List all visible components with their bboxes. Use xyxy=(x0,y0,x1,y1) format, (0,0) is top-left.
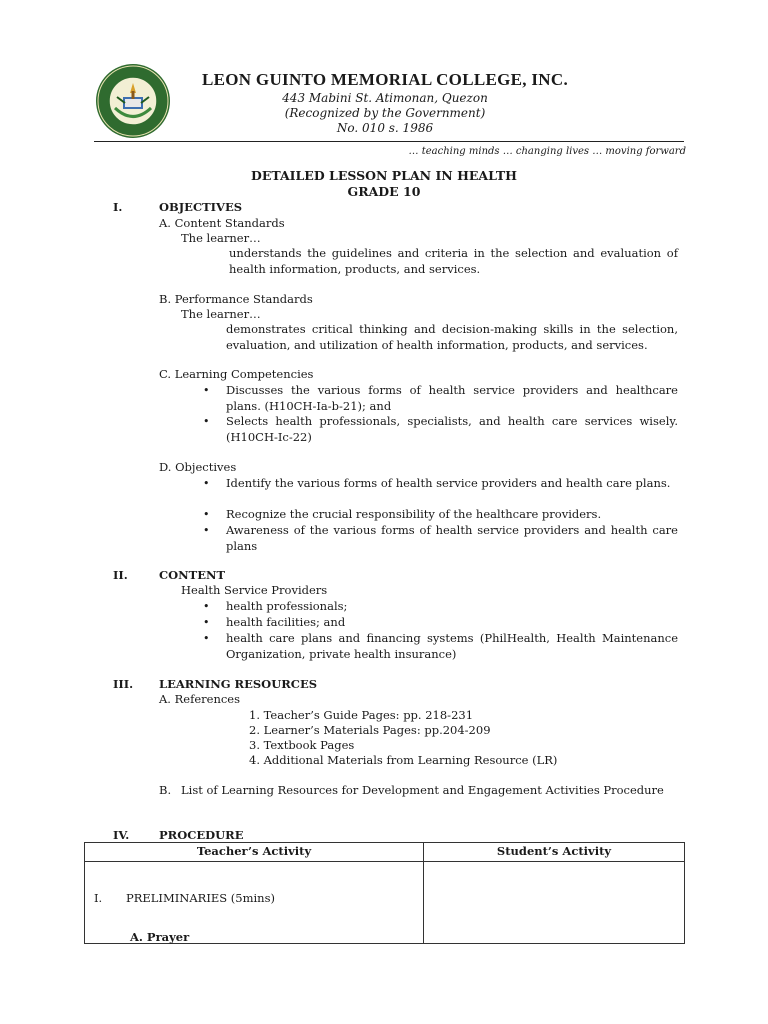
reference-item: 2. Learner’s Materials Pages: pp.204-209 xyxy=(249,723,491,737)
prayer-label: A. Prayer xyxy=(130,930,190,944)
student-activity-header: Student’s Activity xyxy=(424,843,685,862)
college-tagline: … teaching minds … changing lives … moving forward xyxy=(408,146,686,157)
procedure-table xyxy=(84,842,685,944)
resource-list-label: B. xyxy=(159,783,172,797)
college-name: LEON GUINTO MEMORIAL COLLEGE, INC. xyxy=(202,70,568,89)
preliminaries-numeral: I. xyxy=(94,891,103,905)
performance-standards-label: B. Performance Standards xyxy=(159,292,313,306)
reference-item: 1. Teacher’s Guide Pages: pp. 218-231 xyxy=(249,708,474,722)
content-standards-label: A. Content Standards xyxy=(159,216,285,230)
learning-competencies-label: C. Learning Competencies xyxy=(159,367,314,381)
lesson-plan-title: DETAILED LESSON PLAN IN HEALTH xyxy=(250,168,517,183)
performance-standards-learner: The learner… xyxy=(181,307,261,321)
section-numeral-resources: III. xyxy=(113,677,134,691)
section-heading-content: CONTENT xyxy=(159,568,226,582)
bullet-icon: • xyxy=(203,384,210,397)
content-standards-learner: The learner… xyxy=(181,231,261,245)
bullet-icon: • xyxy=(203,508,210,521)
college-recognition: (Recognized by the Government) xyxy=(284,106,486,120)
content-subtitle: Health Service Providers xyxy=(181,583,328,597)
reference-item: 3. Textbook Pages xyxy=(249,738,355,752)
objectives-label: D. Objectives xyxy=(159,460,237,474)
resource-list-text: List of Learning Resources for Development and Engagement Activities Procedure xyxy=(181,783,664,797)
competency-item: Selects health professionals, specialists, and health care services wisely. (H10CH-Ic-22) xyxy=(226,414,678,444)
objective-item: Identify the various forms of health service providers and health care plans. xyxy=(226,476,671,490)
teacher-activity-header: Teacher’s Activity xyxy=(85,843,424,862)
objective-item: Recognize the crucial responsibility of the healthcare providers. xyxy=(226,507,602,521)
reference-item: 4. Additional Materials from Learning Resource (LR) xyxy=(249,753,558,767)
teacher-activity-cell xyxy=(85,862,424,944)
content-item: health professionals; xyxy=(226,599,348,613)
bullet-icon: • xyxy=(203,477,210,490)
section-numeral-objectives: I. xyxy=(113,200,123,214)
content-item: health facilities; and xyxy=(226,615,346,629)
content-standards-text: understands the guidelines and criteria in the selection and evaluation of health information, products, and services. xyxy=(229,246,678,276)
references-label: A. References xyxy=(159,692,240,706)
competency-item: Discusses the various forms of health service providers and healthcare plans. (H10CH-Ia-b-21); and xyxy=(226,383,678,413)
student-activity-cell xyxy=(424,862,685,944)
section-numeral-content: II. xyxy=(113,568,128,582)
bullet-icon: • xyxy=(203,524,210,537)
objective-item: Awareness of the various forms of health service providers and health care plans xyxy=(226,523,678,553)
preliminaries-title: PRELIMINARIES (5mins) xyxy=(126,891,275,905)
header-divider xyxy=(94,141,684,142)
college-registration-number: No. 010 s. 1986 xyxy=(336,121,434,135)
grade-level: GRADE 10 xyxy=(347,184,421,199)
section-heading-procedure: PROCEDURE xyxy=(159,828,244,842)
section-numeral-procedure: IV. xyxy=(113,828,130,842)
procedure-table-header xyxy=(85,843,685,862)
bullet-icon: • xyxy=(203,616,210,629)
performance-standards-text: demonstrates critical thinking and decision-making skills in the selection, evaluation, and utilization of health information, products, and services. xyxy=(226,322,678,352)
section-heading-resources: LEARNING RESOURCES xyxy=(159,677,318,691)
college-seal-logo xyxy=(95,63,171,139)
bullet-icon: • xyxy=(203,600,210,613)
section-heading-objectives: OBJECTIVES xyxy=(159,200,243,214)
college-address: 443 Mabini St. Atimonan, Quezon xyxy=(282,91,488,105)
bullet-icon: • xyxy=(203,632,210,645)
bullet-icon: • xyxy=(203,415,210,428)
content-item: health care plans and financing systems (PhilHealth, Health Maintenance Organization, private health insurance) xyxy=(226,631,678,661)
table-row xyxy=(85,862,685,944)
